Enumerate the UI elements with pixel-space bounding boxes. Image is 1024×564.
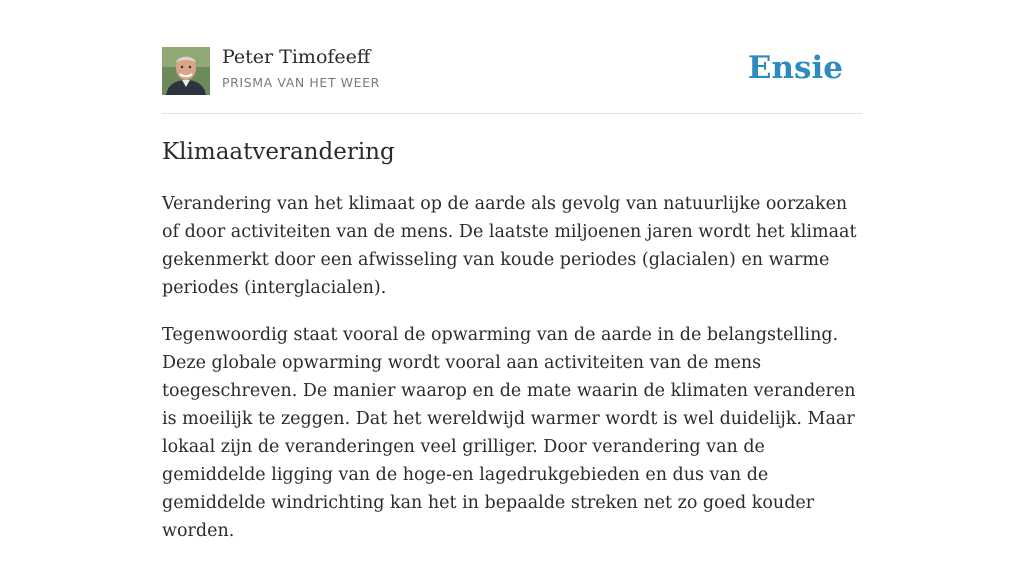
- author-name[interactable]: Peter Timofeeff: [222, 46, 371, 68]
- author-avatar[interactable]: [162, 47, 210, 95]
- author-header: [162, 46, 862, 96]
- person-photo-icon: [162, 47, 210, 95]
- page-title: Klimaatverandering: [162, 139, 395, 165]
- ensie-logo[interactable]: Ensie: [747, 50, 843, 86]
- article-paragraph: Tegenwoordig staat vooral de opwarming van de aarde in de belangstelling. Deze globale opwarming wordt vooral aan activiteiten van de mens toegeschreven. De manier waarop en de mate waarin de klimaten veranderen is moeilijk te zeggen. Dat het wereldwijd warmer wordt is wel duidelijk. Maar lokaal zijn de veranderingen veel grilliger. Door verandering van de gemiddelde ligging van de hoge-en lagedrukgebieden en dus van de gemiddelde windrichting kan het in bepaalde streken net zo goed kouder worden.: [162, 325, 856, 541]
- article-body: [162, 190, 862, 564]
- author-subtitle: PRISMA VAN HET WEER: [222, 75, 380, 90]
- article-paragraph: Verandering van het klimaat op de aarde als gevolg van natuurlijke oorzaken of door activiteiten van de mens. De laatste miljoenen jaren wordt het klimaat gekenmerkt door een afwisseling van koude periodes (glacialen) en warme periodes (interglacialen).: [162, 194, 857, 298]
- header-divider: [162, 113, 862, 114]
